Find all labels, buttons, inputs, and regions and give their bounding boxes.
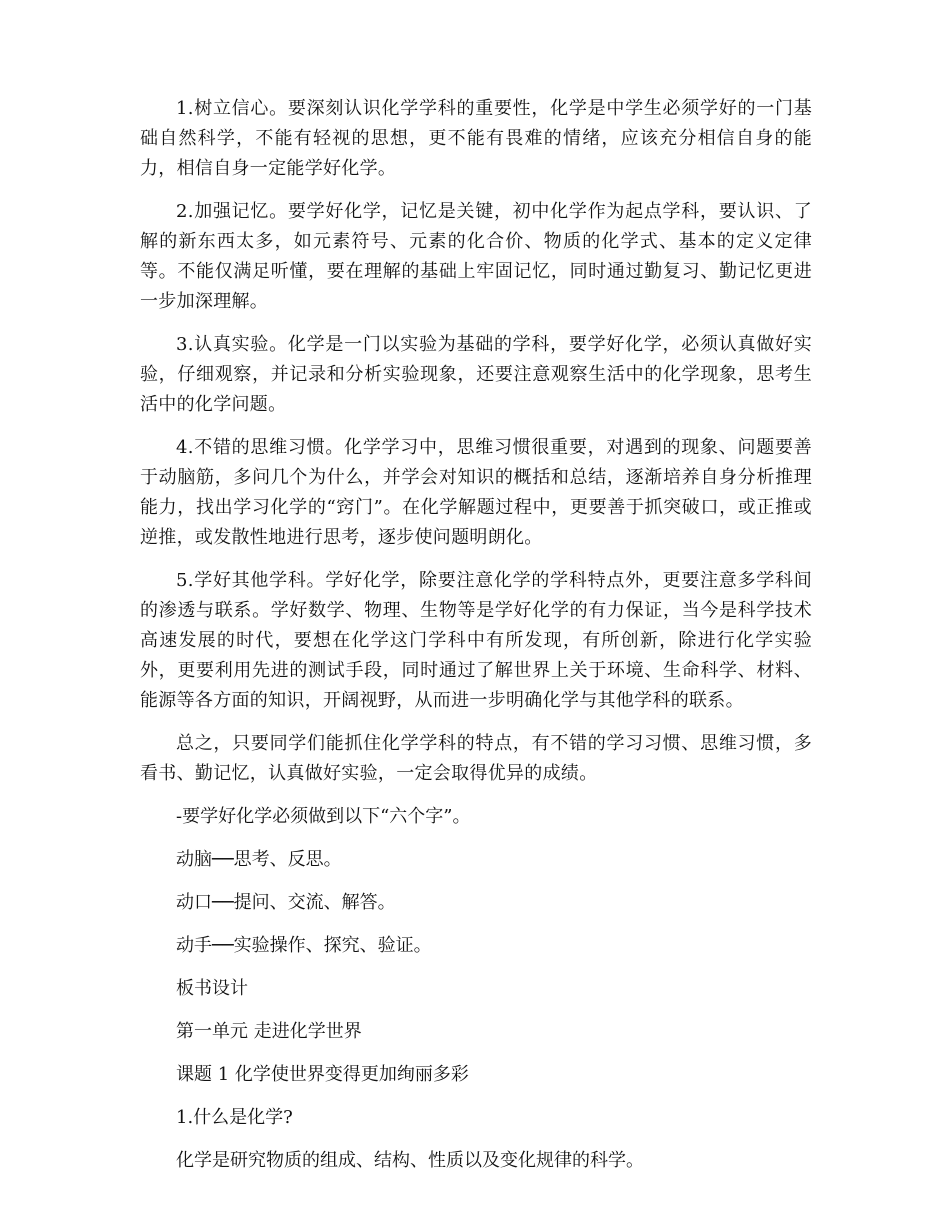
paragraph-build-confidence: 1.树立信心。要深刻认识化学学科的重要性，化学是中学生必须学好的一门基础自然科学，不能有轻视的思想，更不能有畏难的情绪，应该充分相信自身的能力，相信自身一定能学好化学。 [140, 98, 812, 179]
paragraph-other-subjects: 5.学好其他学科。学好化学，除要注意化学的学科特点外，更要注意多学科间的渗透与联系。学好数学、物理、生物等是学好化学的有力保证，当今是科学技术高速发展的时代，要想在化学这门学科中有所发现，有所创新，除进行化学实验外，更要利用先进的测试手段，同时通过了解世界上关于环境、生命科学、材料、能源等各方面的知识，开阔视野，从而进一步明确化学与其他学科的联系。 [140, 570, 812, 711]
paragraph-summary: 总之，只要同学们能抓住化学学科的特点，有不错的学习习惯、思维习惯，多看书、勤记忆，认真做好实验，一定会取得优异的成绩。 [140, 733, 812, 784]
unit-title: 第一单元 走进化学世界 [176, 1021, 362, 1042]
use-hands-line: 动手──实验操作、探究、验证。 [176, 935, 432, 956]
use-brain-line: 动脑──思考、反思。 [176, 849, 342, 870]
question-what-is-chemistry: 1.什么是化学? [176, 1107, 293, 1128]
paragraph-careful-experiments: 3.认真实验。化学是一门以实验为基础的学科，要学好化学，必须认真做好实验，仔细观察，并记录和分析实验现象，还要注意观察生活中的化学现象，思考生活中的化学问题。 [140, 334, 812, 415]
paragraph-strengthen-memory: 2.加强记忆。要学好化学，记忆是关键，初中化学作为起点学科，要认识、了解的新东西太多，如元素符号、元素的化合价、物质的化学式、基本的定义定律等。不能仅满足听懂，要在理解的基础上牢固记忆，同时通过勤复习、勤记忆更进一步加深理解。 [140, 201, 812, 312]
paragraph-thinking-habits: 4.不错的思维习惯。化学学习中，思维习惯很重要，对遇到的现象、问题要善于动脑筋，多问几个为什么，并学会对知识的概括和总结，逐渐培养自身分析推理能力，找出学习化学的“窍门”。在化学解题过程中，更要善于抓突破口，或正推或逆推，或发散性地进行思考，逐步使问题明朗化。 [140, 437, 812, 548]
document-body [140, 94, 812, 1189]
blackboard-design-heading: 板书设计 [176, 978, 248, 999]
use-mouth-line: 动口──提问、交流、解答。 [176, 892, 396, 913]
six-characters-intro: -要学好化学必须做到以下“六个字”。 [176, 806, 471, 827]
lesson-title: 课题 1 化学使世界变得更加绚丽多彩 [176, 1064, 469, 1085]
chemistry-definition: 化学是研究物质的组成、结构、性质以及变化规律的科学。 [176, 1150, 644, 1171]
